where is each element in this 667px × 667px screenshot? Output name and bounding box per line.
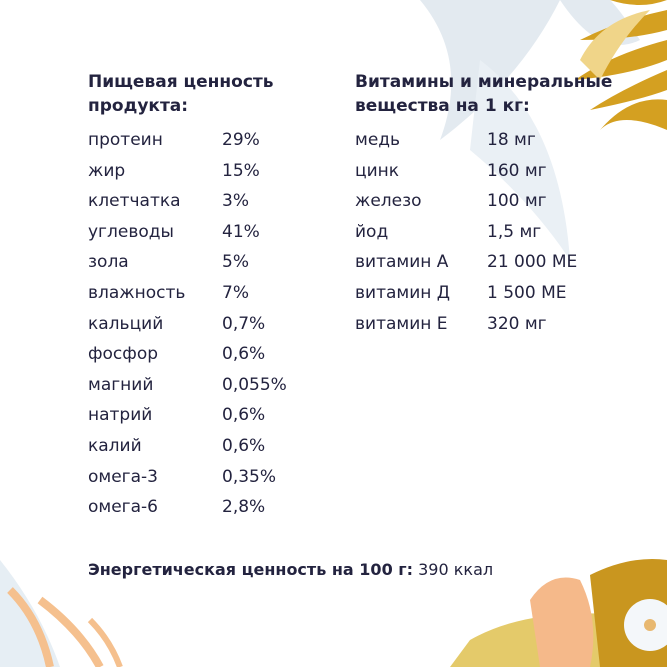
- nutrient-row: [88, 431, 348, 462]
- nutrient-row: [88, 186, 348, 217]
- nutrient-value: 0,35%: [222, 466, 277, 487]
- nutrient-row: [88, 156, 348, 187]
- nutrient-label: зола: [88, 252, 129, 273]
- nutrient-row: [355, 309, 615, 340]
- nutrient-value: 0,6%: [222, 344, 266, 365]
- nutrient-value: 0,7%: [222, 313, 266, 334]
- nutrient-row: [355, 186, 615, 217]
- nutrient-value: 0,055%: [222, 374, 287, 395]
- nutrient-value: 41%: [222, 221, 260, 242]
- nutrient-value: 18 мг: [487, 130, 536, 150]
- nutrient-row: [88, 462, 348, 493]
- energy-label: Энергетическая ценность на 100 г:: [88, 560, 414, 579]
- nutrient-row: [355, 278, 615, 309]
- nutrient-row: [355, 156, 615, 187]
- nutrient-label: магний: [88, 374, 154, 395]
- nutrient-value: 5%: [222, 252, 249, 273]
- nutrient-label: витамин Д: [355, 282, 451, 303]
- nutrient-label: жир: [88, 160, 126, 181]
- nutrient-label: витамин Е: [355, 313, 448, 334]
- nutrient-row: [88, 217, 348, 248]
- nutrient-row: [355, 125, 615, 156]
- nutrient-label: фосфор: [88, 344, 159, 365]
- nutrient-row: [88, 400, 348, 431]
- nutrient-value: 1,5 мг: [487, 221, 542, 242]
- nutrient-row: [88, 247, 348, 278]
- nutrient-value: 21 000 МЕ: [487, 252, 578, 273]
- vitamins-title: Витамины и минеральные вещества на 1 кг:: [355, 72, 613, 116]
- nutrient-value: 2,8%: [222, 497, 266, 518]
- nutrient-row: [355, 247, 615, 278]
- nutrient-value: 160 мг: [487, 160, 547, 181]
- nutrient-label: калий: [88, 435, 142, 456]
- nutrient-row: [88, 278, 348, 309]
- nutrient-row: [88, 125, 348, 156]
- nutrient-label: омега-3: [88, 466, 158, 487]
- nutrient-value: 100 мг: [487, 191, 547, 212]
- nutrient-row: [88, 370, 348, 401]
- vitamins-section: [355, 70, 615, 339]
- nutrient-value: 1 500 МЕ: [487, 282, 567, 303]
- nutrient-label: цинк: [355, 160, 400, 181]
- nutrient-value: 7%: [222, 282, 249, 303]
- nutrient-row: [88, 339, 348, 370]
- energy-value: [88, 560, 493, 579]
- nutrient-value: 0,6%: [222, 435, 266, 456]
- nutrient-label: медь: [355, 130, 401, 150]
- nutrient-label: натрий: [88, 405, 153, 426]
- nutrient-value: 3%: [222, 191, 249, 212]
- nutrient-label: витамин А: [355, 252, 449, 273]
- nutrient-label: влажность: [88, 282, 186, 303]
- nutrient-label: углеводы: [88, 221, 174, 242]
- nutrient-value: 320 мг: [487, 313, 547, 334]
- nutrient-value: 0,6%: [222, 405, 266, 426]
- nutrition-section: [88, 70, 348, 523]
- nutrition-title: Пищевая ценность продукта:: [88, 72, 274, 116]
- nutrient-value: 15%: [222, 160, 260, 181]
- nutrient-label: йод: [355, 221, 389, 242]
- nutrient-row: [355, 217, 615, 248]
- nutrient-row: [88, 492, 348, 523]
- nutrient-row: [88, 309, 348, 340]
- nutrient-label: железо: [355, 191, 422, 212]
- nutrient-label: протеин: [88, 130, 163, 150]
- nutrient-value: 29%: [222, 130, 260, 150]
- nutrient-label: клетчатка: [88, 191, 181, 212]
- nutrient-label: кальций: [88, 313, 164, 334]
- energy-amount: 390 ккал: [418, 560, 494, 579]
- nutrient-label: омега-6: [88, 497, 158, 518]
